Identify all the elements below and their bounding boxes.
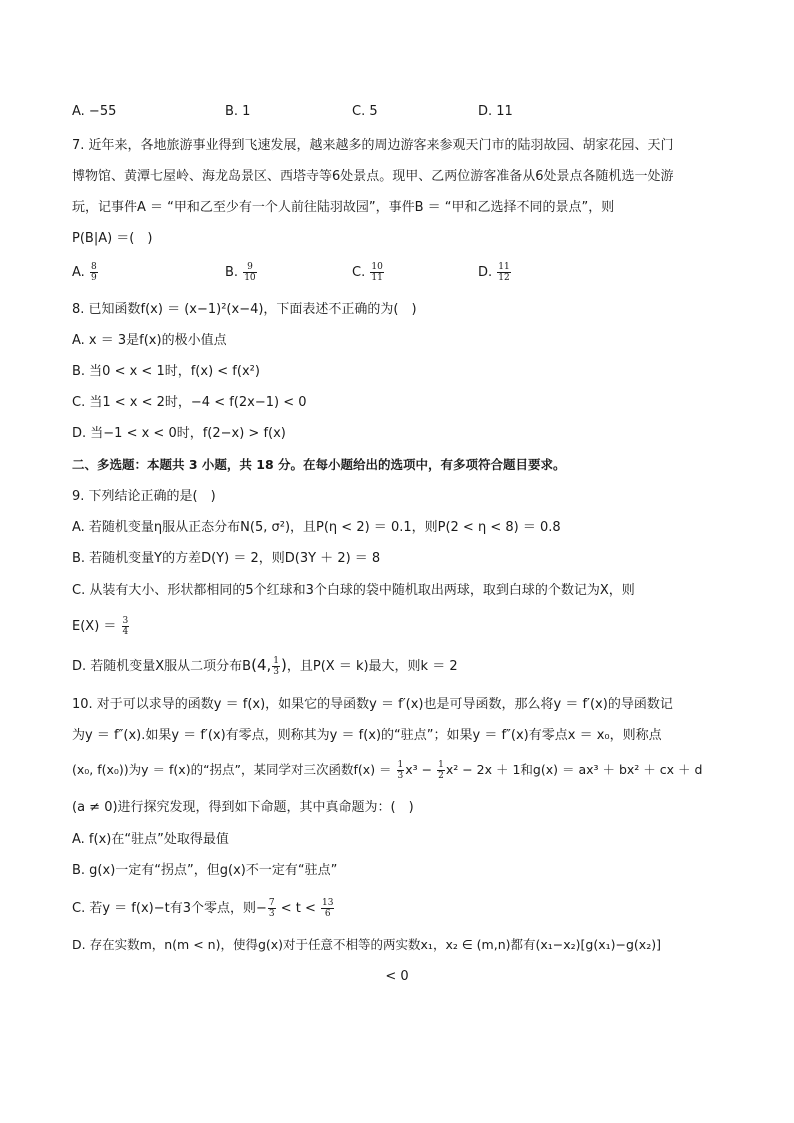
q8-option-a: A. x ＝ 3是f(x)的极小值点 (72, 333, 227, 348)
q10-line-3-b: x³ − (405, 762, 437, 777)
q6-option-a: A. −55 (72, 104, 117, 119)
denominator: 2 (438, 771, 444, 781)
q7-option-c (352, 262, 385, 284)
q9-d-prefix: D. 若随机变量X服从二项分布B (72, 659, 252, 674)
q7-option-d-label: D. (478, 265, 493, 280)
q10-c-mid: < t < (276, 901, 321, 916)
q7-line-4: P(B|A) ＝( ) (72, 231, 153, 246)
q7-option-a-fraction (90, 262, 98, 283)
denominator: 10 (244, 273, 256, 283)
q7-option-b (225, 262, 258, 284)
q7-option-d-fraction (497, 262, 510, 283)
q7-option-c-label: C. (352, 265, 366, 280)
q8-option-d: D. 当−1 < x < 0时，f(2−x) > f(x) (72, 426, 286, 441)
numerator: 9 (243, 262, 256, 273)
q10-option-c (72, 898, 335, 919)
denominator: 4 (122, 627, 129, 637)
q7-options (72, 262, 732, 284)
q10-line-2: 为y ＝ f″(x).如果y ＝ f′(x)有零点，则称其为y ＝ f(x)的“驻点”；如果y ＝ f″(x)有零点x ＝ x₀，则称点 (72, 728, 662, 743)
q10-line-3-c: x² − 2x ＋ 1和g(x) ＝ ax³ ＋ bx² ＋ cx ＋ d (445, 762, 703, 777)
q9-c-expectation: E(X) ＝ (72, 619, 117, 634)
q9-d-suffix: ，且P(X ＝ k)最大，则k ＝ 2 (286, 659, 458, 674)
numerator: 8 (90, 262, 97, 272)
q7-option-a (72, 262, 99, 284)
q7-option-b-fraction (243, 262, 256, 283)
q8-option-b: B. 当0 < x < 1时，f(x) < f(x²) (72, 364, 260, 379)
q9-d-close: ) (281, 656, 287, 674)
q10-line-3-a: (x₀, f(x₀))为y ＝ f(x)的“拐点”，某同学对三次函数f(x) ＝ (72, 762, 396, 777)
q10-c-fraction-1 (268, 898, 276, 919)
q9-option-c-line-1: C. 从装有大小、形状都相同的5个红球和3个白球的袋中随机取出两球，取到白球的个数记为X，则 (72, 583, 635, 598)
numerator: 3 (122, 616, 129, 626)
q10-f-fraction-2 (437, 760, 445, 781)
denominator: 3 (273, 667, 280, 677)
q10-line-1: 10. 对于可以求导的函数y ＝ f(x)，如果它的导函数y ＝ f′(x)也是可导函数，那么将y ＝ f′(x)的导函数记 (72, 697, 673, 712)
q10-f-fraction-1 (397, 760, 405, 781)
section-2-heading: 二、多选题：本题共 3 小题，共 18 分。在每小题给出的选项中，有多项符合题目要求。 (72, 457, 566, 472)
denominator: 12 (498, 273, 510, 283)
q7-line-1: 7. 近年来，各地旅游事业得到飞速发展，越来越多的周边游客来参观天门市的陆羽故园、胡家花园、天门 (72, 138, 674, 153)
q9-d-open: (4, (251, 656, 272, 674)
q9-option-d (72, 655, 458, 677)
numerator: 1 (438, 760, 444, 770)
numerator: 1 (273, 656, 280, 666)
q9-d-fraction (272, 656, 280, 677)
numerator: 10 (371, 262, 383, 272)
q9-c-fraction (122, 616, 130, 637)
q7-option-a-label: A. (72, 265, 85, 280)
denominator: 6 (324, 909, 331, 919)
denominator: 9 (90, 273, 97, 283)
denominator: 3 (397, 771, 404, 781)
q9-option-a: A. 若随机变量η服从正态分布N(5, σ²)，且P(η < 2) ＝ 0.1，则P(2 < η < 8) ＝ 0.8 (72, 520, 561, 535)
numerator: 11 (498, 262, 510, 272)
q8-option-c: C. 当1 < x < 2时，−4 < f(2x−1) < 0 (72, 395, 307, 410)
numerator: 13 (322, 898, 334, 908)
numerator: 7 (268, 898, 275, 908)
denominator: 11 (371, 273, 383, 283)
q9-option-b: B. 若随机变量Y的方差D(Y) ＝ 2，则D(3Y ＋ 2) ＝ 8 (72, 551, 381, 566)
q7-line-3: 玩，记事件A ＝ “甲和乙至少有一个人前往陆羽故园”，事件B ＝ “甲和乙选择不同的景点”，则 (72, 200, 615, 215)
q6-option-c: C. 5 (352, 104, 378, 119)
denominator: 3 (268, 909, 275, 919)
q6-options (72, 101, 732, 123)
q8-stem: 8. 已知函数f(x) ＝ (x−1)²(x−4)，下面表述不正确的为( ) (72, 302, 417, 317)
q10-c-fraction-2 (321, 898, 334, 919)
q7-option-b-label: B. (225, 265, 239, 280)
q10-option-d-line-1: D. 存在实数m，n(m < n)，使得g(x)对于任意不相等的两实数x₁，x₂ ∈ (m,n)都有(x₁−x₂)[g(x₁)−g(x₂)] (72, 937, 661, 952)
q7-option-d (478, 262, 512, 284)
q6-option-d: D. 11 (478, 104, 513, 119)
q10-line-3 (72, 760, 702, 781)
q10-option-b: B. g(x)一定有“拐点”，但g(x)不一定有“驻点” (72, 863, 338, 878)
q10-option-a: A. f(x)在“驻点”处取得最值 (72, 832, 229, 847)
q9-option-c-line-2 (72, 616, 130, 637)
q7-line-2: 博物馆、黄潭七屋岭、海龙岛景区、西塔寺等6处景点。现甲、乙两位游客准备从6处景点各随机选一处游 (72, 169, 674, 184)
numerator: 1 (397, 760, 404, 770)
q10-c-prefix: C. 若y ＝ f(x)−t有3个零点，则− (72, 901, 267, 916)
q6-option-b: B. 1 (225, 104, 251, 119)
q10-line-4: (a ≠ 0)进行探究发现，得到如下命题，其中真命题为：( ) (72, 800, 414, 815)
q10-option-d-line-2: < 0 (385, 969, 409, 984)
q9-stem: 9. 下列结论正确的是( ) (72, 489, 216, 504)
q7-option-c-fraction (370, 262, 383, 283)
